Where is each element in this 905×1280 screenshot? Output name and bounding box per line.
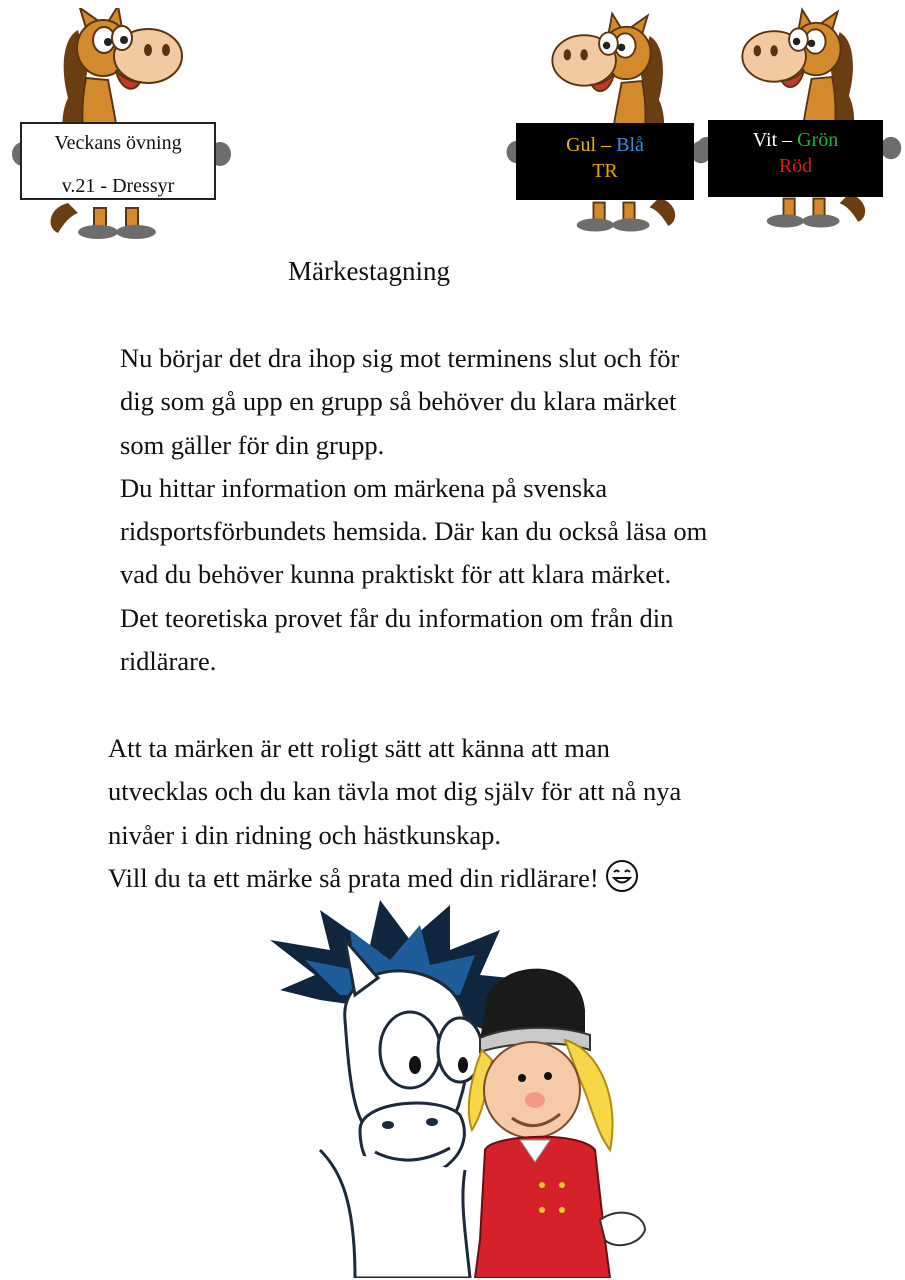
color-label-gul: Gul <box>566 134 597 156</box>
week-sign <box>20 122 216 200</box>
text-line-with-smiley <box>108 857 681 900</box>
text-line: dig som gå upp en grupp så behöver du klara märket <box>120 386 677 417</box>
text-line: Det teoretiska provet får du information om från din <box>120 602 674 633</box>
color-label-bla: Blå <box>616 134 644 156</box>
group-sign-line1 <box>710 126 881 154</box>
text-line: utvecklas och du kan tävla mot dig själv för att nå nya <box>108 776 682 807</box>
color-label-vit: Vit <box>752 129 778 151</box>
color-label-gron: Grön <box>797 129 839 151</box>
dash: – <box>596 134 617 156</box>
text-line: ridsportsförbundets hemsida. Där kan du också läsa om <box>120 516 708 547</box>
text-line: vad du behöver kunna praktiskt för att klara märket. <box>120 559 672 590</box>
color-label-tr: TR <box>592 160 618 182</box>
text-line: Du hittar information om märkena på svenska <box>120 472 608 503</box>
group-sign-line1 <box>518 131 692 159</box>
horse-and-rider-illustration <box>260 900 660 1278</box>
paragraph-motivation <box>108 727 681 900</box>
paragraph-intro <box>120 337 707 683</box>
week-sign-line2: v.21 - Dressyr <box>61 175 175 197</box>
dash: – <box>777 129 798 151</box>
group-sign-gul-bla-tr <box>516 123 694 200</box>
text-line: Vill du ta ett märke så prata med din ridlärare! <box>108 862 599 893</box>
text-line: som gäller för din grupp. <box>120 429 385 460</box>
week-sign-line1: Veckans övning <box>54 132 182 154</box>
text-line: Nu börjar det dra ihop sig mot terminens slut och för <box>120 343 680 373</box>
text-line: nivåer i din ridning och hästkunskap. <box>108 819 502 850</box>
color-label-rod: Röd <box>778 155 813 177</box>
page-title: Märkestagning <box>288 256 450 286</box>
text-line: ridlärare. <box>120 646 217 677</box>
text-line: Att ta märken är ett roligt sätt att känna att man <box>108 733 610 763</box>
smiling-face-icon <box>605 859 639 893</box>
group-sign-vit-gron-rod <box>708 120 883 197</box>
